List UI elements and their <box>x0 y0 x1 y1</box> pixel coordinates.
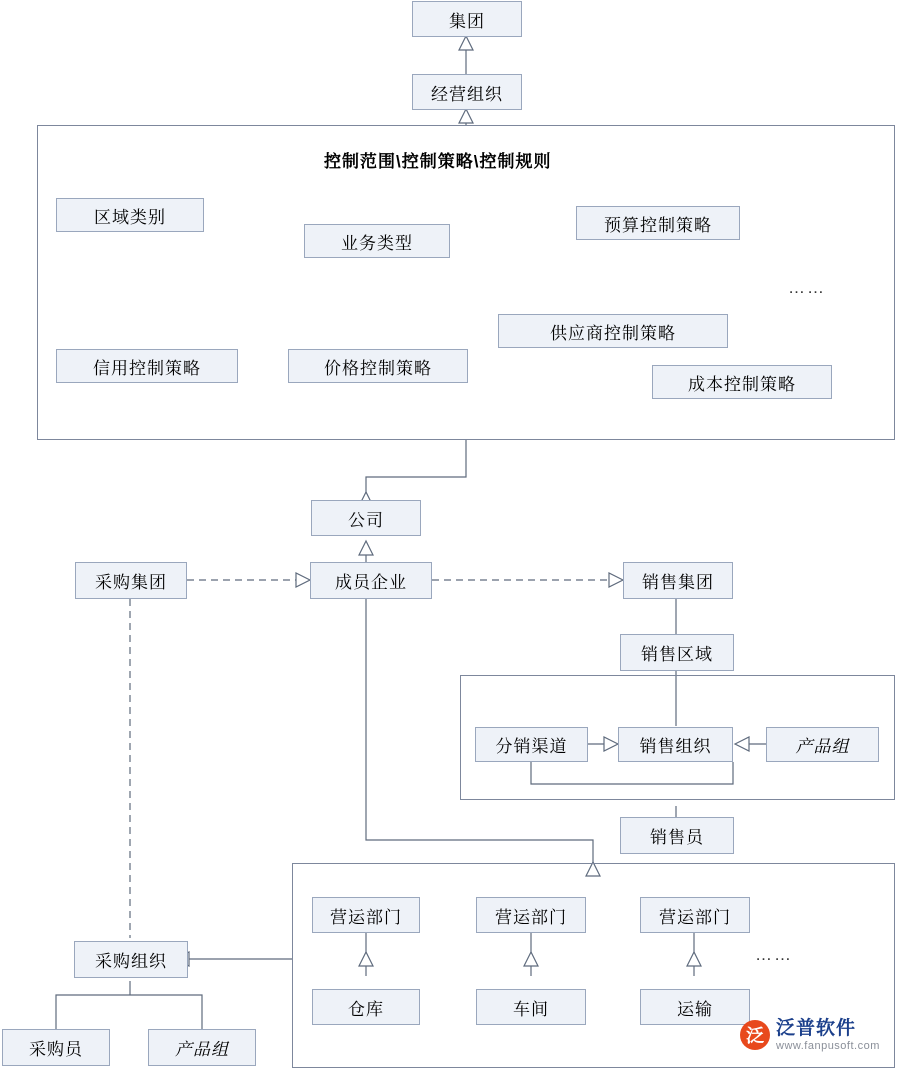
node-workshop[interactable]: 车间 <box>476 989 586 1025</box>
ellipsis-operation-depts: …… <box>755 945 793 964</box>
node-sales-group[interactable]: 销售集团 <box>623 562 733 599</box>
node-transport[interactable]: 运输 <box>640 989 750 1025</box>
node-credit-control-strategy[interactable]: 信用控制策略 <box>56 349 238 383</box>
node-operating-org[interactable]: 经营组织 <box>412 74 522 110</box>
node-cost-control-strategy[interactable]: 成本控制策略 <box>652 365 832 399</box>
node-business-type[interactable]: 业务类型 <box>304 224 450 258</box>
node-budget-control-strategy[interactable]: 预算控制策略 <box>576 206 740 240</box>
node-product-group-sales[interactable]: 产品组 <box>766 727 879 762</box>
brand-logo-icon: 泛 <box>740 1020 770 1050</box>
node-company[interactable]: 公司 <box>311 500 421 536</box>
ellipsis-control-strategies: …… <box>788 278 826 297</box>
node-group[interactable]: 集团 <box>412 1 522 37</box>
node-supplier-control-strategy[interactable]: 供应商控制策略 <box>498 314 728 348</box>
node-warehouse[interactable]: 仓库 <box>312 989 420 1025</box>
node-product-group-purchase[interactable]: 产品组 <box>148 1029 256 1066</box>
node-operation-dept-1[interactable]: 营运部门 <box>312 897 420 933</box>
node-price-control-strategy[interactable]: 价格控制策略 <box>288 349 468 383</box>
control-scope-title: 控制范围\控制策略\控制规则 <box>324 152 552 171</box>
brand-name: 泛普软件 <box>776 1017 857 1039</box>
node-area-category[interactable]: 区域类别 <box>56 198 204 232</box>
watermark <box>740 1008 890 1062</box>
brand-url: www.fanpusoft.com <box>776 1039 880 1052</box>
node-sales-area[interactable]: 销售区域 <box>620 634 734 671</box>
node-sales-org[interactable]: 销售组织 <box>618 727 733 762</box>
node-operation-dept-2[interactable]: 营运部门 <box>476 897 586 933</box>
node-purchase-org[interactable]: 采购组织 <box>74 941 188 978</box>
node-buyer[interactable]: 采购员 <box>2 1029 110 1066</box>
node-operation-dept-3[interactable]: 营运部门 <box>640 897 750 933</box>
node-member-enterprise[interactable]: 成员企业 <box>310 562 432 599</box>
node-salesperson[interactable]: 销售员 <box>620 817 734 854</box>
node-purchase-group[interactable]: 采购集团 <box>75 562 187 599</box>
node-distribution-channel[interactable]: 分销渠道 <box>475 727 588 762</box>
